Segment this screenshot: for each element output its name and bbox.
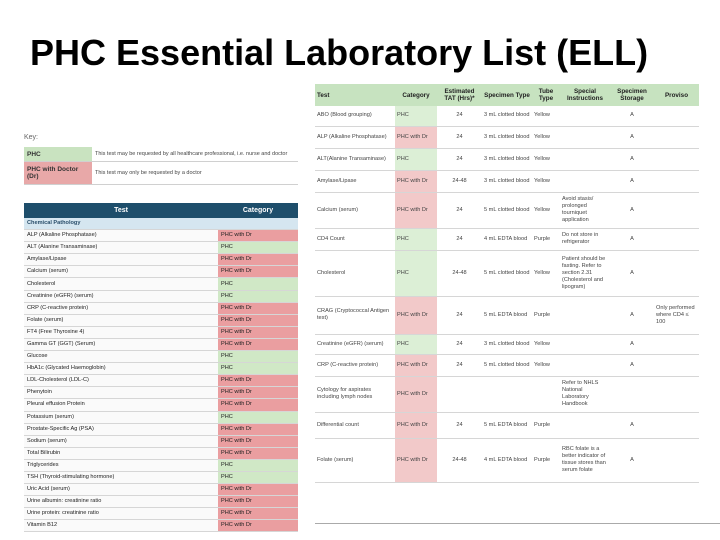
special-instructions bbox=[560, 296, 610, 334]
test-category: PHC bbox=[395, 250, 437, 296]
table-row bbox=[24, 423, 298, 435]
category-table bbox=[24, 203, 298, 532]
tube-type: Yellow bbox=[532, 250, 560, 296]
specimen-type: 4 mL EDTA blood bbox=[482, 438, 532, 482]
table-row bbox=[24, 302, 298, 314]
test-name: Calcium (serum) bbox=[24, 266, 218, 278]
tat-value: 24-48 bbox=[437, 438, 482, 482]
proviso bbox=[654, 376, 699, 412]
test-name: ABO (Blood grouping) bbox=[315, 106, 395, 126]
specimen-storage: A bbox=[610, 148, 654, 170]
table-row bbox=[24, 278, 298, 290]
table-row bbox=[315, 412, 699, 438]
tube-type: Yellow bbox=[532, 126, 560, 148]
header-specimen-type: Specimen Type bbox=[482, 84, 532, 106]
proviso bbox=[654, 148, 699, 170]
special-instructions bbox=[560, 148, 610, 170]
detail-panel bbox=[315, 84, 699, 483]
test-category: PHC with Dr bbox=[218, 508, 298, 520]
test-category: PHC with Dr bbox=[218, 314, 298, 326]
specimen-storage: A bbox=[610, 354, 654, 376]
test-category: PHC with Dr bbox=[218, 338, 298, 350]
proviso bbox=[654, 250, 699, 296]
proviso bbox=[654, 412, 699, 438]
special-instructions bbox=[560, 412, 610, 438]
test-category: PHC with Dr bbox=[395, 170, 437, 192]
divider bbox=[315, 523, 720, 524]
table-row bbox=[24, 375, 298, 387]
tat-value: 24 bbox=[437, 106, 482, 126]
special-instructions: Avoid stasis/ prolonged tourniquet application bbox=[560, 192, 610, 228]
test-name: Pleural effusion Protein bbox=[24, 399, 218, 411]
header-specimen-storage: Specimen Storage bbox=[610, 84, 654, 106]
test-category: PHC bbox=[395, 148, 437, 170]
test-name: ALT(Alanine Transaminase) bbox=[315, 148, 395, 170]
proviso bbox=[654, 228, 699, 250]
test-name: Sodium (serum) bbox=[24, 435, 218, 447]
header-special-instructions: Special Instructions bbox=[560, 84, 610, 106]
specimen-type: 3 mL clotted blood bbox=[482, 126, 532, 148]
table-row bbox=[24, 230, 298, 242]
tube-type: Yellow bbox=[532, 192, 560, 228]
test-name: TSH (Thyroid-stimulating hormone) bbox=[24, 471, 218, 483]
test-name: ALT (Alanine Transaminase) bbox=[24, 242, 218, 254]
test-category: PHC with Dr bbox=[218, 230, 298, 242]
table-row bbox=[24, 387, 298, 399]
tat-value: 24 bbox=[437, 296, 482, 334]
table-row bbox=[24, 266, 298, 278]
test-name: Vitamin B12 bbox=[24, 520, 218, 532]
detail-table bbox=[315, 84, 699, 483]
test-category: PHC with Dr bbox=[395, 296, 437, 334]
specimen-type: 5 mL clotted blood bbox=[482, 192, 532, 228]
test-category: PHC bbox=[218, 278, 298, 290]
test-category: PHC with Dr bbox=[395, 354, 437, 376]
header-category: Category bbox=[395, 84, 437, 106]
test-category: PHC bbox=[218, 290, 298, 302]
test-category: PHC with Dr bbox=[218, 423, 298, 435]
special-instructions: Do not store in refrigerator bbox=[560, 228, 610, 250]
key-description: This test may be requested by all healthcare professional, i.e. nurse and doctor bbox=[92, 147, 298, 162]
detail-table-header bbox=[315, 84, 699, 106]
specimen-type: 3 mL clotted blood bbox=[482, 170, 532, 192]
tat-value: 24-48 bbox=[437, 250, 482, 296]
table-row bbox=[315, 148, 699, 170]
specimen-storage: A bbox=[610, 228, 654, 250]
test-name: Urine protein: creatinine ratio bbox=[24, 508, 218, 520]
test-category: PHC with Dr bbox=[395, 412, 437, 438]
category-panel bbox=[24, 134, 298, 532]
table-row bbox=[24, 326, 298, 338]
test-name: LDL-Cholesterol (LDL-C) bbox=[24, 375, 218, 387]
header-test: Test bbox=[24, 203, 218, 218]
test-category: PHC bbox=[395, 334, 437, 354]
test-category: PHC with Dr bbox=[218, 302, 298, 314]
specimen-type: 5 mL EDTA blood bbox=[482, 296, 532, 334]
header-proviso: Proviso bbox=[654, 84, 699, 106]
tat-value: 24-48 bbox=[437, 170, 482, 192]
test-name: Glucose bbox=[24, 351, 218, 363]
test-name: Amylase/Lipase bbox=[24, 254, 218, 266]
table-row bbox=[315, 126, 699, 148]
test-category: PHC bbox=[395, 228, 437, 250]
test-category: PHC bbox=[395, 106, 437, 126]
test-category: PHC bbox=[218, 471, 298, 483]
specimen-type: 3 mL clotted blood bbox=[482, 148, 532, 170]
test-name: Folate (serum) bbox=[315, 438, 395, 482]
test-category: PHC with Dr bbox=[395, 126, 437, 148]
header-tat: Estimated TAT (Hrs)* bbox=[437, 84, 482, 106]
table-row bbox=[24, 338, 298, 350]
tube-type: Purple bbox=[532, 412, 560, 438]
test-name: Urine albumin: creatinine ratio bbox=[24, 496, 218, 508]
key-description: This test may only be requested by a doctor bbox=[92, 162, 298, 185]
test-category: PHC bbox=[218, 363, 298, 375]
table-row bbox=[24, 411, 298, 423]
test-category: PHC with Dr bbox=[218, 496, 298, 508]
specimen-storage: A bbox=[610, 412, 654, 438]
special-instructions: RBC folate is a better indicator of tissue stores than serum folate bbox=[560, 438, 610, 482]
proviso: Only performed where CD4 ≤ 100 bbox=[654, 296, 699, 334]
special-instructions bbox=[560, 354, 610, 376]
tube-type: Yellow bbox=[532, 170, 560, 192]
table-row bbox=[24, 314, 298, 326]
section-label: Chemical Pathology bbox=[24, 218, 298, 230]
table-row bbox=[24, 435, 298, 447]
proviso bbox=[654, 126, 699, 148]
table-row bbox=[24, 484, 298, 496]
tube-type: Yellow bbox=[532, 106, 560, 126]
test-category: PHC with Dr bbox=[395, 192, 437, 228]
test-category: PHC with Dr bbox=[218, 266, 298, 278]
test-name: Folate (serum) bbox=[24, 314, 218, 326]
table-row bbox=[315, 170, 699, 192]
test-name: Calcium (serum) bbox=[315, 192, 395, 228]
table-row bbox=[315, 354, 699, 376]
key-category: PHC with Doctor (Dr) bbox=[24, 162, 92, 185]
test-name: Total Bilirubin bbox=[24, 447, 218, 459]
test-name: CRAG (Cryptococcal Antigen test) bbox=[315, 296, 395, 334]
test-name: HbA1c (Glycated Haemoglobin) bbox=[24, 363, 218, 375]
tat-value: 24 bbox=[437, 412, 482, 438]
table-row bbox=[24, 447, 298, 459]
test-name: Cholesterol bbox=[24, 278, 218, 290]
test-category: PHC with Dr bbox=[218, 520, 298, 532]
key-label: Key: bbox=[24, 134, 39, 141]
test-category: PHC bbox=[218, 351, 298, 363]
specimen-storage: A bbox=[610, 334, 654, 354]
key-row bbox=[24, 162, 298, 185]
page-title: PHC Essential Laboratory List (ELL) bbox=[30, 32, 649, 73]
proviso bbox=[654, 438, 699, 482]
test-name: CRP (C-reactive protein) bbox=[315, 354, 395, 376]
test-name: Uric Acid (serum) bbox=[24, 484, 218, 496]
test-name: CRP (C-reactive protein) bbox=[24, 302, 218, 314]
tat-value: 24 bbox=[437, 148, 482, 170]
specimen-storage: A bbox=[610, 192, 654, 228]
specimen-type: 5 mL clotted blood bbox=[482, 354, 532, 376]
test-name: Differential count bbox=[315, 412, 395, 438]
section-row bbox=[24, 218, 298, 230]
test-name: CD4 Count bbox=[315, 228, 395, 250]
special-instructions bbox=[560, 126, 610, 148]
specimen-storage bbox=[610, 376, 654, 412]
table-row bbox=[24, 290, 298, 302]
category-table-header bbox=[24, 203, 298, 218]
specimen-type: 3 mL clotted blood bbox=[482, 334, 532, 354]
tat-value: 24 bbox=[437, 126, 482, 148]
test-category: PHC with Dr bbox=[395, 438, 437, 482]
table-row bbox=[24, 471, 298, 483]
table-row bbox=[315, 296, 699, 334]
test-category: PHC with Dr bbox=[218, 326, 298, 338]
test-category: PHC with Dr bbox=[395, 376, 437, 412]
test-name: ALP (Alkaline Phosphatase) bbox=[24, 230, 218, 242]
test-category: PHC bbox=[218, 242, 298, 254]
special-instructions bbox=[560, 106, 610, 126]
test-category: PHC with Dr bbox=[218, 435, 298, 447]
test-category: PHC with Dr bbox=[218, 484, 298, 496]
table-row bbox=[24, 508, 298, 520]
table-row bbox=[24, 242, 298, 254]
proviso bbox=[654, 354, 699, 376]
specimen-storage: A bbox=[610, 106, 654, 126]
tat-value: 24 bbox=[437, 334, 482, 354]
tube-type: Yellow bbox=[532, 334, 560, 354]
tat-value: 24 bbox=[437, 354, 482, 376]
specimen-storage: A bbox=[610, 126, 654, 148]
tube-type: Yellow bbox=[532, 354, 560, 376]
specimen-storage: A bbox=[610, 438, 654, 482]
table-row bbox=[315, 438, 699, 482]
special-instructions bbox=[560, 334, 610, 354]
test-category: PHC bbox=[218, 459, 298, 471]
test-category: PHC with Dr bbox=[218, 375, 298, 387]
test-category: PHC with Dr bbox=[218, 254, 298, 266]
table-row bbox=[24, 363, 298, 375]
specimen-type bbox=[482, 376, 532, 412]
test-category: PHC with Dr bbox=[218, 399, 298, 411]
test-name: Cytology for aspirates including lymph nodes bbox=[315, 376, 395, 412]
key-table bbox=[24, 147, 298, 185]
specimen-storage: A bbox=[610, 296, 654, 334]
table-row bbox=[315, 192, 699, 228]
specimen-storage: A bbox=[610, 170, 654, 192]
proviso bbox=[654, 170, 699, 192]
table-row bbox=[315, 228, 699, 250]
specimen-type: 5 mL clotted blood bbox=[482, 250, 532, 296]
table-row bbox=[24, 496, 298, 508]
test-name: FT4 (Free Thyroxine 4) bbox=[24, 326, 218, 338]
special-instructions: Refer to NHLS National Laboratory Handbook bbox=[560, 376, 610, 412]
tat-value: 24 bbox=[437, 228, 482, 250]
specimen-storage: A bbox=[610, 250, 654, 296]
proviso bbox=[654, 192, 699, 228]
test-name: Cholesterol bbox=[315, 250, 395, 296]
test-name: Gamma GT (GGT) (Serum) bbox=[24, 338, 218, 350]
test-category: PHC with Dr bbox=[218, 387, 298, 399]
tat-value: 24 bbox=[437, 192, 482, 228]
test-name: Triglycerides bbox=[24, 459, 218, 471]
table-row bbox=[24, 520, 298, 532]
test-name: Amylase/Lipase bbox=[315, 170, 395, 192]
key-category: PHC bbox=[24, 147, 92, 162]
specimen-type: 5 mL EDTA blood bbox=[482, 412, 532, 438]
tube-type bbox=[532, 376, 560, 412]
test-name: Creatinine (eGFR) (serum) bbox=[24, 290, 218, 302]
proviso bbox=[654, 106, 699, 126]
table-row bbox=[315, 334, 699, 354]
table-row bbox=[24, 254, 298, 266]
table-row bbox=[315, 250, 699, 296]
test-name: ALP (Alkaline Phosphatase) bbox=[315, 126, 395, 148]
tat-value bbox=[437, 376, 482, 412]
header-tube-type: Tube Type bbox=[532, 84, 560, 106]
tube-type: Purple bbox=[532, 438, 560, 482]
test-category: PHC bbox=[218, 411, 298, 423]
header-category: Category bbox=[218, 203, 298, 218]
tube-type: Yellow bbox=[532, 148, 560, 170]
test-category: PHC with Dr bbox=[218, 447, 298, 459]
key-row bbox=[24, 147, 298, 162]
tube-type: Purple bbox=[532, 296, 560, 334]
header-test: Test bbox=[315, 84, 395, 106]
special-instructions bbox=[560, 170, 610, 192]
table-row bbox=[24, 459, 298, 471]
test-name: Phenytoin bbox=[24, 387, 218, 399]
specimen-type: 3 mL clotted blood bbox=[482, 106, 532, 126]
specimen-type: 4 mL EDTA blood bbox=[482, 228, 532, 250]
table-row bbox=[315, 106, 699, 126]
test-name: Potassium (serum) bbox=[24, 411, 218, 423]
proviso bbox=[654, 334, 699, 354]
tube-type: Purple bbox=[532, 228, 560, 250]
special-instructions: Patient should be fasting. Refer to section 2.31 (Cholesterol and lipogram) bbox=[560, 250, 610, 296]
table-row bbox=[24, 351, 298, 363]
test-name: Prostate-Specific Ag (PSA) bbox=[24, 423, 218, 435]
test-name: Creatinine (eGFR) (serum) bbox=[315, 334, 395, 354]
table-row bbox=[315, 376, 699, 412]
table-row bbox=[24, 399, 298, 411]
